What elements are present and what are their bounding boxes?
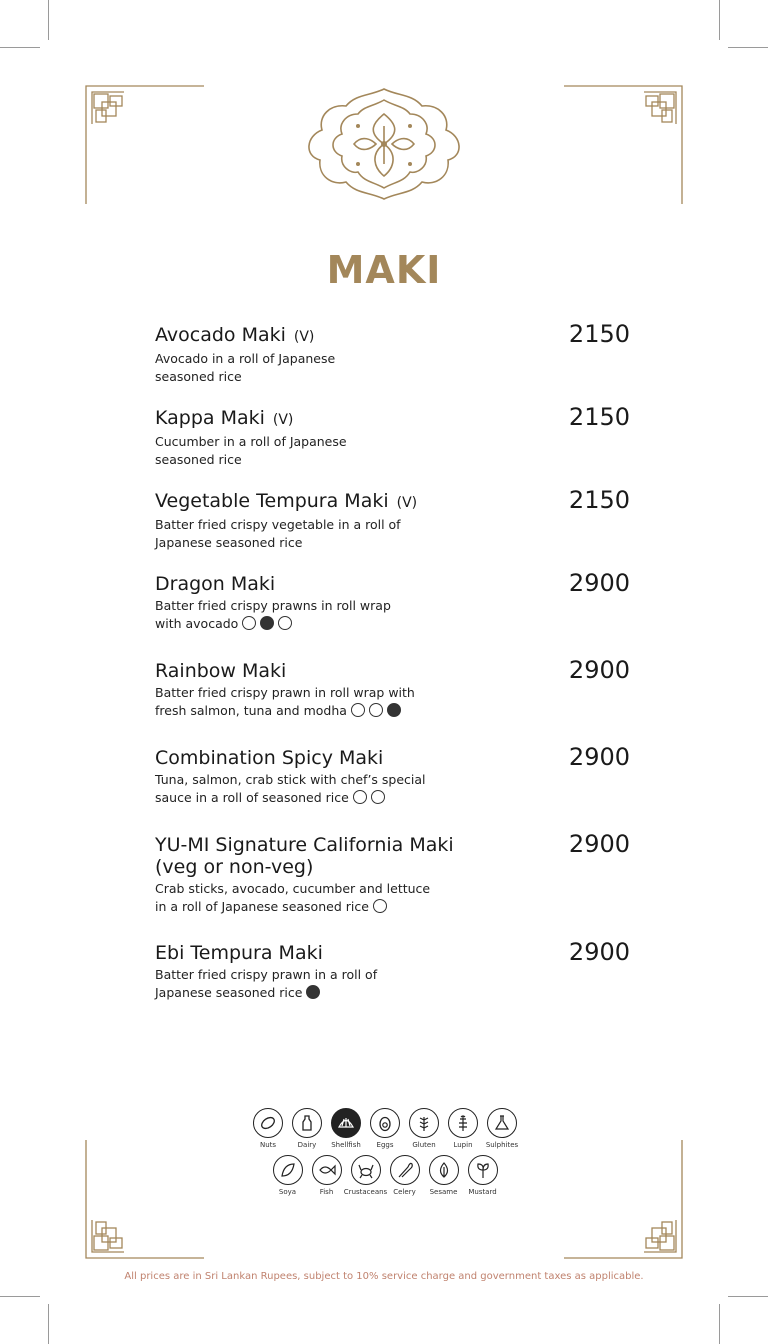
item-name: Dragon Maki: [155, 573, 276, 595]
menu-item: [155, 656, 630, 719]
item-description: Batter fried crispy prawn in roll wrap with: [155, 685, 415, 700]
ornamental-emblem: [300, 86, 468, 202]
item-description: Japanese seasoned rice: [155, 534, 303, 550]
page-title: MAKI: [326, 248, 442, 292]
allergen-legend: [245, 1108, 525, 1196]
legend-label: Shellfish: [331, 1141, 361, 1149]
legend-label: Mustard: [468, 1188, 497, 1196]
legend-label: Sulphites: [485, 1141, 519, 1149]
legend-label: Eggs: [376, 1141, 394, 1149]
item-description: fresh salmon, tuna and modha: [155, 702, 347, 718]
item-name: Combination Spicy Maki: [155, 747, 384, 769]
shellfish-icon: [331, 1108, 361, 1138]
eggs-icon: [370, 1108, 400, 1138]
lupin-icon: [448, 1108, 478, 1138]
item-description: Tuna, salmon, crab stick with chef’s special: [155, 772, 426, 787]
nuts-icon: [253, 1108, 283, 1138]
shellfish-icon: [306, 985, 320, 999]
item-description: Batter fried crispy prawn in a roll of: [155, 967, 378, 982]
menu-item: [155, 403, 630, 468]
crop-mark: [728, 47, 768, 48]
legend-label: Nuts: [259, 1141, 277, 1149]
crop-mark: [0, 47, 40, 48]
item-price: 2900: [568, 743, 630, 771]
sulphites-icon: [487, 1108, 517, 1138]
fish-icon: [353, 790, 367, 804]
corner-ornament-bottom-left: [84, 1138, 206, 1260]
item-description: Japanese seasoned rice: [155, 984, 303, 1000]
item-price: 2900: [568, 656, 630, 684]
item-description: in a roll of Japanese seasoned rice: [155, 898, 369, 914]
item-price: 2150: [568, 486, 630, 514]
corner-ornament-bottom-right: [562, 1138, 684, 1260]
soya-icon: [351, 703, 365, 717]
soya-icon: [273, 1155, 303, 1185]
menu-item: [155, 569, 630, 632]
legend-label: Lupin: [453, 1141, 473, 1149]
crop-mark: [728, 1296, 768, 1297]
menu-item: [155, 743, 630, 806]
item-price: 2150: [568, 403, 630, 431]
item-description: Crab sticks, avocado, cucumber and lettuce: [155, 881, 431, 896]
price-disclaimer: All prices are in Sri Lankan Rupees, subject to 10% service charge and government taxes as applicable.: [124, 1271, 644, 1282]
item-name-subtitle: (veg or non-veg): [155, 856, 314, 878]
crop-mark: [719, 1304, 720, 1344]
item-price: 2150: [568, 320, 630, 348]
item-description: Cucumber in a roll of Japanese: [155, 434, 347, 449]
item-description: with avocado: [155, 615, 239, 631]
crustaceans-icon: [278, 616, 292, 630]
menu-item: [155, 486, 630, 551]
item-description: seasoned rice: [155, 451, 242, 467]
item-name: Ebi Tempura Maki: [155, 942, 323, 964]
veg-marker: (V): [396, 495, 418, 511]
fish-icon: [369, 703, 383, 717]
item-description: Batter fried crispy prawns in roll wrap: [155, 598, 391, 613]
gluten-icon: [409, 1108, 439, 1138]
shellfish-icon: [260, 616, 274, 630]
menu-item: [155, 938, 630, 1001]
crop-mark: [719, 0, 720, 40]
fish-icon: [312, 1155, 342, 1185]
fish-icon: [373, 899, 387, 913]
legend-label: Soya: [278, 1188, 297, 1196]
item-description: seasoned rice: [155, 368, 242, 384]
item-name: Rainbow Maki: [155, 660, 287, 682]
crustaceans-icon: [371, 790, 385, 804]
item-description: Batter fried crispy vegetable in a roll of: [155, 517, 401, 532]
crustaceans-icon: [351, 1155, 381, 1185]
item-name: YU-MI Signature California Maki: [155, 834, 454, 856]
item-description: Avocado in a roll of Japanese: [155, 351, 336, 366]
legend-label: Fish: [319, 1188, 334, 1196]
mustard-icon: [468, 1155, 498, 1185]
item-description: sauce in a roll of seasoned rice: [155, 789, 349, 805]
legend-label: Dairy: [297, 1141, 317, 1149]
sesame-icon: [429, 1155, 459, 1185]
veg-marker: (V): [272, 412, 294, 428]
item-name: Kappa Maki: [155, 407, 265, 429]
celery-icon: [390, 1155, 420, 1185]
dairy-icon: [292, 1108, 322, 1138]
crop-mark: [48, 1304, 49, 1344]
item-price: 2900: [568, 830, 630, 858]
corner-ornament-top-left: [84, 84, 206, 206]
menu-item: [155, 320, 630, 385]
soya-icon: [242, 616, 256, 630]
item-price: 2900: [568, 938, 630, 966]
legend-label: Celery: [393, 1188, 416, 1196]
crop-mark: [48, 0, 49, 40]
item-name: Vegetable Tempura Maki: [155, 490, 389, 512]
corner-ornament-top-right: [562, 84, 684, 206]
item-price: 2900: [568, 569, 630, 597]
crop-mark: [0, 1296, 40, 1297]
item-name: Avocado Maki: [155, 324, 286, 346]
shellfish-icon: [387, 703, 401, 717]
legend-label: Sesame: [429, 1188, 458, 1196]
legend-label: Gluten: [412, 1141, 436, 1149]
veg-marker: (V): [293, 329, 315, 345]
legend-label: Crustaceans: [343, 1188, 388, 1196]
menu-item: [155, 830, 630, 915]
